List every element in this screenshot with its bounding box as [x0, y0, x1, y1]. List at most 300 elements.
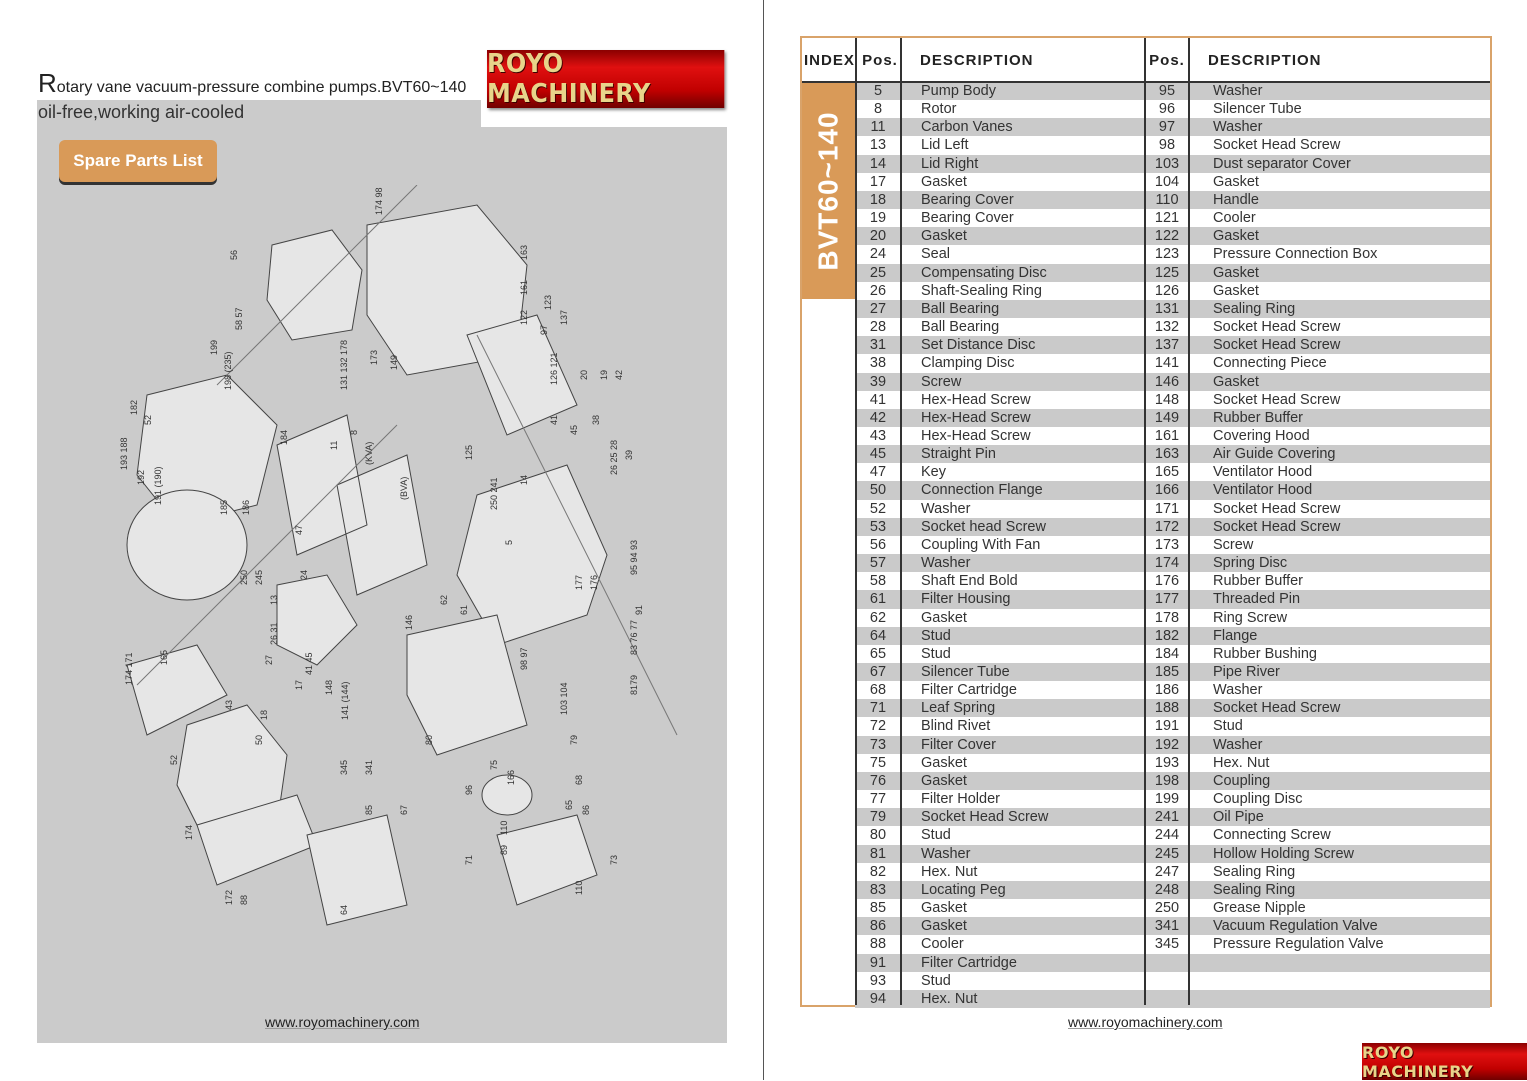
callout-label: 41 45	[304, 652, 314, 675]
callout-label: 182	[129, 399, 139, 415]
callout-label: 198 (235)	[223, 351, 233, 390]
callout-label: 250 241	[489, 477, 499, 510]
pos-cell: 13	[869, 137, 887, 154]
description-cell: Hex. Nut	[921, 990, 978, 1007]
pos-cell: 104	[1154, 173, 1180, 190]
description-cell: Socket head Screw	[921, 518, 1046, 535]
table-row	[855, 427, 1490, 445]
callout-label: 125	[464, 444, 474, 460]
description-cell: Hex. Nut	[1213, 754, 1270, 771]
pos-cell: 132	[1154, 319, 1180, 336]
pos-cell: 79	[869, 809, 887, 826]
table-row	[855, 264, 1490, 282]
pos-cell: 56	[869, 536, 887, 553]
callout-label: 146	[404, 614, 414, 630]
pos-cell: 61	[869, 591, 887, 608]
table-row	[855, 500, 1490, 518]
description-cell: Socket Head Screw	[1213, 500, 1341, 517]
table-row	[855, 318, 1490, 336]
description-cell: Flange	[1213, 627, 1258, 644]
table-row	[855, 282, 1490, 300]
description-cell: Socket Head Screw	[1213, 319, 1341, 336]
description-cell: Hex-Head Screw	[921, 427, 1031, 444]
table-row	[855, 227, 1490, 245]
description-cell: Cooler	[921, 936, 964, 953]
callout-label: 83 76 77	[629, 619, 639, 655]
pos-cell: 122	[1154, 228, 1180, 245]
pos-cell: 57	[869, 555, 887, 572]
pos-cell: 17	[869, 173, 887, 190]
description-cell: Stud	[921, 827, 951, 844]
callout-label: 186	[241, 499, 251, 515]
description-cell: Socket Head Screw	[1213, 337, 1341, 354]
callout-label: 26 31	[269, 622, 279, 645]
table-row	[855, 736, 1490, 754]
callout-label: 126 121	[549, 352, 559, 385]
callout-label: 89	[499, 844, 509, 855]
description-cell: Washer	[1213, 682, 1263, 699]
callout-label: 38	[591, 414, 601, 425]
pos-cell: 137	[1154, 337, 1180, 354]
pos-cell: 80	[869, 827, 887, 844]
callout-label: 18	[259, 709, 269, 720]
description-cell: Gasket	[1213, 282, 1259, 299]
pos-cell: 148	[1154, 391, 1180, 408]
description-cell: Washer	[921, 555, 971, 572]
callout-label: (KVA)	[364, 441, 374, 465]
callout-label: 68	[574, 774, 584, 785]
pos-cell: 8	[873, 101, 883, 118]
description-cell: Socket Head Screw	[1213, 137, 1341, 154]
callout-label: 95 94 93	[629, 539, 639, 575]
description-cell: Filter Housing	[921, 591, 1011, 608]
pos-cell: 341	[1154, 918, 1180, 935]
pos-cell: 76	[869, 772, 887, 789]
description-cell: Pressure Connection Box	[1213, 246, 1378, 263]
pos-cell: 161	[1154, 427, 1180, 444]
pos-cell: 85	[869, 900, 887, 917]
callout-label: 39	[624, 449, 634, 460]
pos-cell	[1145, 972, 1189, 990]
description-cell: Rubber Bushing	[1213, 645, 1317, 662]
description-cell: Coupling	[1213, 772, 1271, 789]
pos-cell: 98	[1158, 137, 1176, 154]
pos-cell: 11	[870, 119, 886, 136]
pos-cell: 52	[869, 500, 887, 517]
table-row	[855, 245, 1490, 263]
table-row	[855, 209, 1490, 227]
description-cell: Straight Pin	[921, 446, 996, 463]
callout-label: 52	[169, 754, 179, 765]
description-cell: Spring Disc	[1213, 555, 1288, 572]
description-cell: Cooler	[1213, 210, 1256, 227]
title-initial: R	[38, 68, 57, 98]
description-cell: Pressure Regulation Valve	[1213, 936, 1384, 953]
callout-label: 110	[499, 820, 509, 835]
description-cell: Hex-Head Screw	[921, 409, 1031, 426]
pos-cell: 176	[1154, 573, 1180, 590]
description-cell: Lid Left	[921, 137, 969, 154]
pos-cell: 163	[1154, 446, 1180, 463]
callout-label: 199	[209, 339, 219, 355]
callout-label: 141 (144)	[340, 681, 350, 720]
pos-cell: 53	[869, 518, 887, 535]
pos-cell: 31	[869, 337, 887, 354]
header-description-2: DESCRIPTION	[1208, 51, 1322, 69]
callout-label: 165	[159, 649, 169, 665]
description-cell: Stud	[1213, 718, 1243, 735]
callout-label: 67	[399, 804, 409, 815]
vanes	[277, 415, 427, 595]
callout-label: 166	[506, 769, 516, 785]
spare-parts-list-badge: Spare Parts List	[59, 140, 217, 182]
description-cell: Gasket	[1213, 373, 1259, 390]
description-cell: Gasket	[921, 754, 967, 771]
callout-label: 47	[294, 524, 304, 535]
pos-cell: 26	[869, 282, 887, 299]
callout-label: 45	[569, 424, 579, 435]
description-cell: Sealing Ring	[1213, 863, 1296, 880]
description-cell: Bearing Cover	[921, 191, 1014, 208]
description-cell: Socket Head Screw	[1213, 518, 1341, 535]
table-row	[855, 463, 1490, 481]
callout-label: 79	[569, 734, 579, 745]
callout-label: 345	[339, 759, 349, 775]
pos-cell: 131	[1154, 300, 1180, 317]
pos-cell: 248	[1154, 881, 1180, 898]
description-cell: Rotor	[921, 101, 957, 118]
column-divider	[855, 38, 857, 1005]
table-row	[855, 699, 1490, 717]
callout-label: 185	[219, 499, 229, 515]
header-pos-1: Pos.	[862, 51, 898, 69]
pos-cell: 65	[869, 645, 887, 662]
callout-label: 26 25 28	[609, 439, 619, 475]
callout-label: 91	[634, 604, 644, 615]
description-cell: Shaft End Bold	[921, 573, 1018, 590]
title-text: otary vane vacuum-pressure combine pumps.BVT60~140	[56, 79, 467, 96]
cooler-bottom	[307, 815, 407, 925]
pos-cell: 110	[1155, 191, 1179, 208]
pos-cell: 250	[1154, 900, 1180, 917]
table-row	[855, 391, 1490, 409]
pos-cell: 71	[869, 700, 887, 717]
callout-label: 174 98	[374, 187, 384, 215]
pos-cell: 193	[1154, 754, 1180, 771]
callout-label: 61	[459, 604, 469, 615]
description-cell: Filter Cover	[921, 736, 996, 753]
table-row	[855, 100, 1490, 118]
table-row	[855, 663, 1490, 681]
table-row	[855, 627, 1490, 645]
pos-cell: 172	[1154, 518, 1180, 535]
pos-cell: 20	[869, 228, 887, 245]
description-cell	[1189, 954, 1213, 972]
description-cell: Gasket	[921, 173, 967, 190]
description-cell: Washer	[1213, 736, 1263, 753]
page-subtitle: oil-free,working air-cooled	[38, 102, 245, 122]
table-row	[855, 972, 1490, 990]
description-cell	[1189, 990, 1213, 1008]
pos-cell: 77	[869, 791, 887, 808]
description-cell: Oil Pipe	[1213, 809, 1264, 826]
pos-cell: 83	[869, 881, 887, 898]
description-cell: Locating Peg	[921, 881, 1006, 898]
description-cell: Connection Flange	[921, 482, 1043, 499]
callout-label: 103 104	[559, 682, 569, 715]
pos-cell: 173	[1154, 536, 1180, 553]
page-title	[38, 68, 466, 99]
callout-label: 64	[339, 904, 349, 915]
column-divider	[1188, 38, 1190, 1005]
pos-cell: 126	[1154, 282, 1180, 299]
callout-label: 97	[539, 324, 549, 335]
description-cell: Filter Cartridge	[921, 682, 1017, 699]
table-row	[855, 826, 1490, 844]
table-row	[855, 754, 1490, 772]
callout-label: 58 57	[234, 307, 244, 330]
header-pos-2: Pos.	[1149, 51, 1185, 69]
callout-label: 62	[439, 594, 449, 605]
description-cell	[1189, 972, 1213, 990]
pos-cell: 177	[1154, 591, 1180, 608]
callout-label: 341	[364, 759, 374, 775]
pos-cell: 182	[1154, 627, 1180, 644]
callout-label: 14	[519, 474, 529, 485]
pos-cell: 241	[1154, 809, 1180, 826]
callout-label: 131 132 178	[339, 339, 349, 390]
lid	[277, 575, 357, 665]
pump-body	[457, 465, 607, 645]
model-index-label: BVT60~140	[812, 110, 844, 271]
pos-cell: 82	[869, 863, 887, 880]
pos-cell: 97	[1158, 119, 1176, 136]
pos-cell: 86	[869, 918, 887, 935]
callout-label: 50	[254, 734, 264, 745]
description-cell: Air Guide Covering	[1213, 446, 1336, 463]
table-row	[855, 82, 1490, 100]
callout-label: 192	[136, 469, 146, 485]
description-cell: Lid Right	[921, 155, 979, 172]
description-cell: Gasket	[921, 228, 967, 245]
callout-label: 42	[614, 369, 624, 380]
description-cell: Grease Nipple	[1213, 900, 1306, 917]
pos-cell: 73	[869, 736, 887, 753]
description-cell: Rubber Buffer	[1213, 573, 1304, 590]
table-row	[855, 881, 1490, 899]
callout-label: 191 (190)	[153, 466, 163, 505]
description-cell: Washer	[1213, 83, 1263, 99]
table-row	[855, 681, 1490, 699]
table-row	[855, 645, 1490, 663]
callout-label: 52	[143, 414, 153, 425]
pos-cell: 39	[869, 373, 887, 390]
pos-cell: 95	[1158, 83, 1176, 99]
table-row	[855, 590, 1490, 608]
pos-cell	[1145, 990, 1189, 1008]
callout-label: 193 188	[119, 437, 129, 470]
description-cell: Silencer Tube	[921, 664, 1010, 680]
description-cell: Ventilator Hood	[1213, 464, 1313, 481]
callout-label: 184	[279, 429, 289, 445]
callout-label: 148	[324, 679, 334, 695]
description-cell: Washer	[921, 845, 971, 862]
callout-label: 80	[424, 734, 434, 745]
callout-label: 173	[369, 349, 379, 365]
website-link-left[interactable]: www.royomachinery.com	[265, 1014, 420, 1030]
callout-label: 122	[519, 309, 529, 325]
description-cell: Threaded Pin	[1213, 591, 1301, 608]
description-cell: Hex. Nut	[921, 863, 978, 880]
header-index: INDEX	[804, 51, 855, 69]
description-cell: Vacuum Regulation Valve	[1213, 918, 1378, 935]
table-row	[855, 481, 1490, 499]
callout-label: 73	[609, 854, 619, 865]
callout-label: 96	[464, 784, 474, 795]
description-cell: Coupling Disc	[1213, 791, 1303, 808]
exploded-diagram	[37, 185, 727, 1005]
callout-label: 13	[269, 594, 279, 605]
table-row	[855, 445, 1490, 463]
pos-cell: 91	[869, 954, 887, 971]
table-row	[855, 136, 1490, 154]
pos-cell: 45	[869, 446, 887, 463]
description-cell: Gasket	[1213, 264, 1259, 281]
table-row	[855, 717, 1490, 735]
description-cell: Pipe River	[1213, 664, 1280, 680]
description-cell: Rubber Buffer	[1213, 409, 1304, 426]
pos-cell: 93	[869, 972, 887, 989]
description-cell: Compensating Disc	[921, 264, 1047, 281]
pos-cell: 27	[869, 300, 887, 317]
pos-cell: 75	[869, 754, 887, 771]
callout-label: 176	[589, 574, 599, 590]
pos-cell: 345	[1154, 936, 1180, 953]
header-divider	[802, 81, 1490, 83]
pos-cell: 58	[869, 573, 887, 590]
description-cell: Connecting Screw	[1213, 827, 1331, 844]
callout-label: 43	[224, 699, 234, 710]
description-cell: Clamping Disc	[921, 355, 1015, 372]
callout-label: 17	[294, 679, 304, 690]
description-cell: Dust separator Cover	[1213, 155, 1351, 172]
callout-label: 137	[559, 309, 569, 325]
table-row	[855, 572, 1490, 590]
description-cell: Ring Screw	[1213, 609, 1288, 626]
pos-cell: 245	[1154, 845, 1180, 862]
pos-cell: 43	[869, 427, 887, 444]
callout-label: 75	[489, 759, 499, 770]
table-row	[855, 173, 1490, 191]
table-row	[855, 155, 1490, 173]
pos-cell: 186	[1154, 682, 1180, 699]
page-divider	[763, 0, 764, 1080]
corner-brand-logo: ROYO MACHINERY	[1362, 1043, 1527, 1080]
description-cell: Socket Head Screw	[921, 809, 1049, 826]
description-cell: Hex-Head Screw	[921, 391, 1031, 408]
callout-label: 65	[564, 799, 574, 810]
description-cell: Gasket	[1213, 173, 1259, 190]
description-cell: Filter Holder	[921, 791, 1000, 808]
callout-label: 41	[549, 414, 559, 425]
callout-label: 5	[504, 539, 514, 545]
description-cell: Sealing Ring	[1213, 881, 1296, 898]
callout-label: 110	[574, 880, 584, 895]
pos-cell: 125	[1154, 264, 1180, 281]
pos-cell: 14	[869, 155, 887, 172]
table-row	[855, 336, 1490, 354]
description-cell: Set Distance Disc	[921, 337, 1036, 354]
fan-shape	[267, 230, 362, 340]
description-cell: Socket Head Screw	[1213, 391, 1341, 408]
pos-cell: 72	[869, 718, 887, 735]
callout-label: 11	[329, 440, 339, 450]
description-cell: Gasket	[1213, 228, 1259, 245]
table-row	[855, 609, 1490, 627]
callout-label: 98 97	[519, 647, 529, 670]
pos-cell: 68	[869, 682, 887, 699]
description-cell: Screw	[921, 373, 962, 390]
description-cell: Stud	[921, 627, 951, 644]
callout-label: 27	[264, 654, 274, 665]
table-row	[855, 790, 1490, 808]
callout-label: 24	[299, 569, 309, 580]
pos-cell: 146	[1154, 373, 1180, 390]
table-row	[855, 518, 1490, 536]
description-cell: Hollow Holding Screw	[1213, 845, 1355, 862]
description-cell: Gasket	[921, 918, 967, 935]
pos-cell: 41	[869, 391, 887, 408]
description-cell: Handle	[1213, 191, 1259, 208]
pos-cell: 192	[1154, 736, 1180, 753]
description-cell: Ball Bearing	[921, 319, 1000, 336]
description-cell: Socket Head Screw	[1213, 700, 1341, 717]
table-row	[855, 300, 1490, 318]
pos-cell: 247	[1154, 863, 1180, 880]
motor-body	[127, 490, 247, 600]
website-link-right[interactable]: www.royomachinery.com	[1068, 1014, 1223, 1030]
pos-cell: 25	[869, 264, 887, 281]
description-cell: Coupling With Fan	[921, 536, 1041, 553]
model-index-block	[802, 82, 855, 299]
description-cell: Ball Bearing	[921, 300, 1000, 317]
pos-cell: 198	[1154, 772, 1180, 789]
table-row	[855, 354, 1490, 372]
description-cell: Seal	[921, 246, 951, 263]
pos-cell: 141	[1154, 355, 1180, 372]
pos-cell: 165	[1154, 464, 1180, 481]
pos-cell: 149	[1154, 409, 1180, 426]
column-divider	[900, 38, 902, 1005]
header-description-1: DESCRIPTION	[920, 51, 1034, 69]
description-cell: Washer	[1213, 119, 1263, 136]
pos-cell: 64	[869, 627, 887, 644]
description-cell: Washer	[921, 500, 971, 517]
pos-cell: 188	[1154, 700, 1180, 717]
description-cell: Gasket	[921, 900, 967, 917]
pos-cell: 174	[1154, 555, 1180, 572]
cooler-top	[467, 315, 577, 435]
pos-cell: 19	[869, 210, 887, 227]
description-cell: Gasket	[921, 772, 967, 789]
callout-label: 8179	[629, 674, 639, 695]
callout-label: 174	[184, 824, 194, 840]
description-cell: Pump Body	[921, 83, 996, 99]
column-divider	[1144, 38, 1146, 1005]
table-row	[855, 409, 1490, 427]
pos-cell: 123	[1154, 246, 1180, 263]
parts-table	[800, 36, 1492, 1007]
